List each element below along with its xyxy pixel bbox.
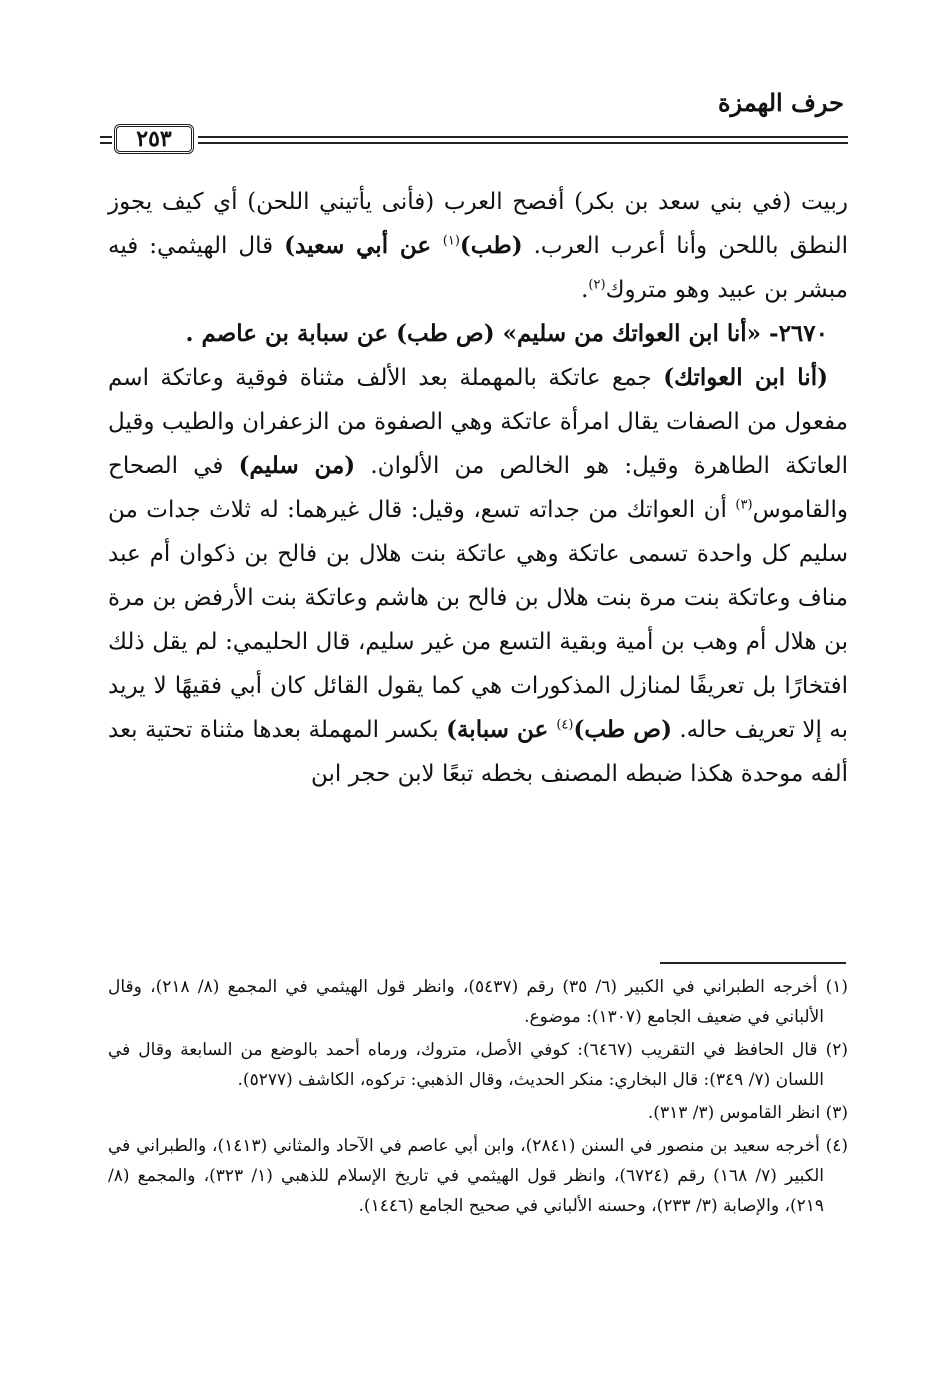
text-run: قال الهيثمي: فيه مبشر بن عبيد وهو متروك: [108, 233, 848, 303]
paragraph-1: [108, 180, 848, 312]
text-run: .: [581, 277, 589, 303]
footnote-separator: [660, 962, 846, 964]
paragraph-3: [108, 356, 848, 796]
lemma: (من سليم): [238, 452, 356, 479]
footnote-4: (٤) أخرجه سعيد بن منصور في السنن (٢٨٤١)، وابن أبي عاصم في الآحاد والمثاني (١٤١٣)، والطبراني في الكبير (٧/ ١٦٨) رقم (٦٧٢٤)، وانظر قول الهيثمي في تاريخ الإسلام للذهبي (١/ ٣٢٣)، والمجمع (٨/ ٢١٩)، والإصابة (٣/ ٢٣٣)، وحسنه الألباني في صحيح الجامع (١٤٤٦).: [108, 1136, 848, 1216]
lemma: (أنا ابن العواتك): [663, 364, 828, 391]
header-rule: [100, 122, 848, 162]
source-code: (ص طب): [573, 716, 672, 743]
page-number: ٢٥٣: [114, 124, 194, 154]
footnotes: [108, 972, 848, 1224]
source-code: (طب): [459, 232, 523, 259]
text-run: بكسر المهملة بعدها مثناة تحتية بعد ألفه موحدة هكذا ضبطه المصنف بخطه تبعًا لابن حجر ابن: [108, 717, 848, 787]
running-head-title: حرف الهمزة: [717, 88, 844, 117]
footnote-ref-1: (١): [442, 233, 460, 249]
footnote-ref-2: (٢): [588, 277, 606, 293]
footnote-2: (٢) قال الحافظ في التقريب (٦٤٦٧): كوفي الأصل، متروك، ورماه أحمد بالوضع من السابعة وقال في اللسان (٧/ ٣٤٩): قال البخاري: منكر الحديث، وقال الذهبي: تركوه، الكاشف (٥٢٧٧).: [108, 1040, 848, 1090]
footnote-1: (١) أخرجه الطبراني في الكبير (٦/ ٣٥) رقم (٥٤٣٧)، وانظر قول الهيثمي في المجمع (٨/ ٢١٨)، وقال الألباني في ضعيف الجامع (١٣٠٧): موضوع.: [108, 977, 849, 1027]
footnote-ref-4: (٤): [556, 717, 574, 733]
main-text: [108, 180, 848, 796]
hadith-heading: ٢٦٧٠- «أنا ابن العواتك من سليم» (ص طب) عن سبابة بن عاصم .: [185, 320, 828, 347]
rule-tick: [100, 136, 112, 138]
rule-line: [198, 142, 848, 144]
footnote-3: (٣) انظر القاموس (٣/ ٣١٣).: [647, 1103, 848, 1123]
footnote-ref-3: (٣): [735, 497, 753, 513]
narrator: عن أبي سعيد): [284, 232, 443, 259]
text-run: أن العواتك من جداته تسع، وقيل: قال غيرهما: له ثلاث جدات من سليم كل واحدة تسمى عاتكة وهي عاتكة بنت هلال بن فالح بن ذكوان أم عبد مناف وعاتكة بنت مرة بنت هلال بن فالح بن هاشم وعاتكة بنت الأرفض بن مرة بن هلال أم وهب بن أمية وبقية التسع من غير سليم، قال الحليمي: لم يقل ذلك افتخارًا بل تعريفًا لمنازل المذكورات هي كما يقول القائل كان أبي فقيهًا لا يريد به إلا تعريف حاله.: [108, 497, 848, 743]
text-run: في الصحاح والقاموس: [108, 453, 848, 523]
narrator: عن سبابة): [446, 716, 557, 743]
text-run: جمع عاتكة بالمهملة بعد الألف مثناة فوقية وعاتكة اسم مفعول من الصفات يقال امرأة عاتكة وهي الصفوة من الزعفران والطيب وقيل العاتكة الطاهرة وقيل: هو الخالص من الألوان.: [108, 365, 848, 479]
text-run: ربيت (في بني سعد بن بكر) أفصح العرب (فأنى يأتيني اللحن) أي كيف يجوز النطق باللحن وأنا أعرب العرب.: [108, 189, 848, 259]
rule-tick: [100, 142, 112, 144]
rule-line: [198, 136, 848, 138]
